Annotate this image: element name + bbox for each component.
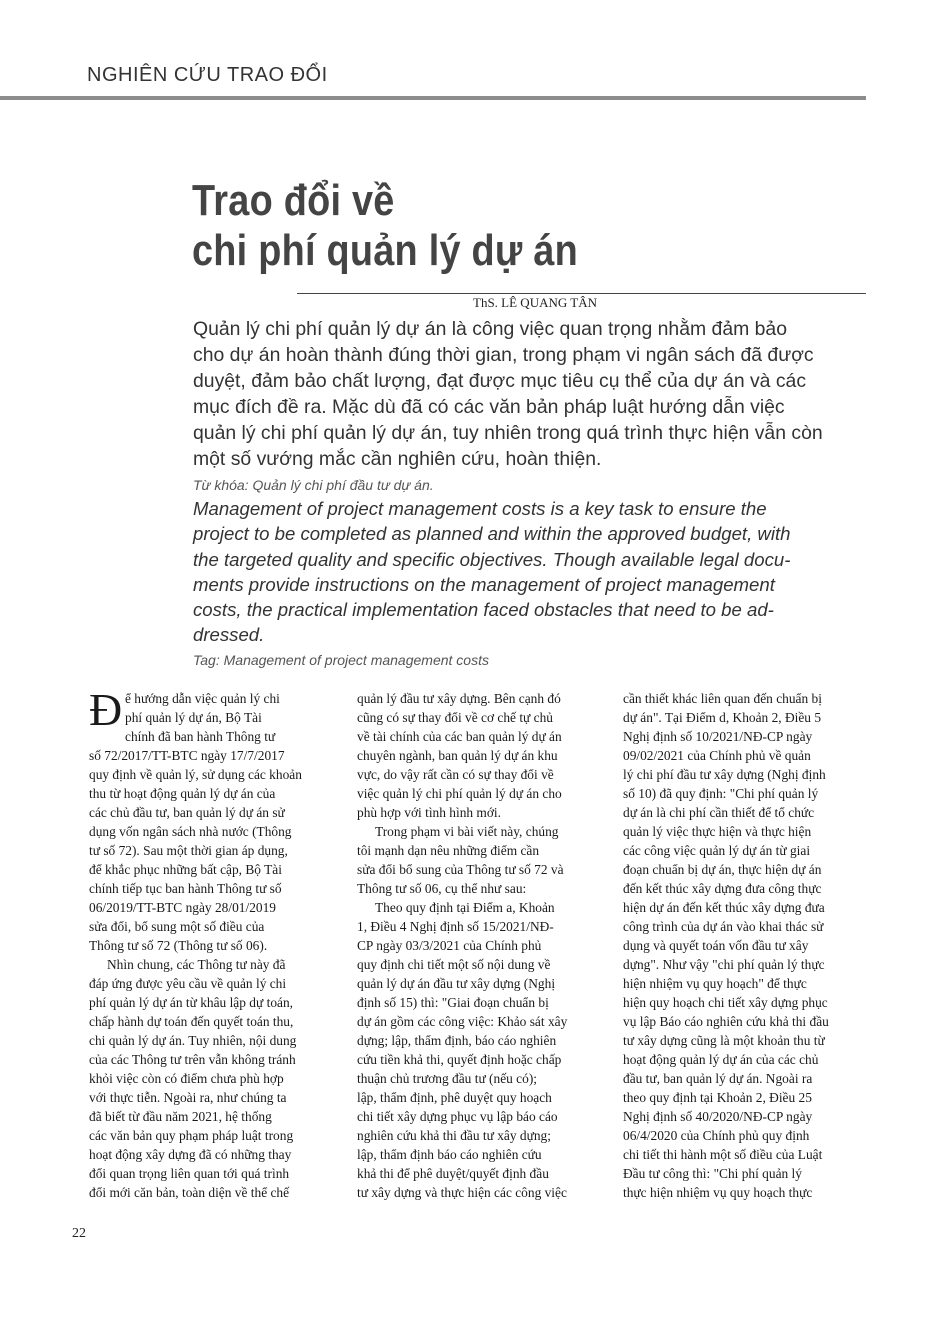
body-line: thu từ hoạt động quản lý dự án của [89, 786, 276, 801]
body-line: cũng có sự thay đổi về cơ chế tự chủ [357, 710, 553, 725]
body-line: dựng". Như vậy "chi phí quản lý thực [623, 957, 825, 972]
body-line: đổi mới căn bản, toàn diện về thể chế [89, 1185, 290, 1200]
body-line: với thực tiễn. Ngoài ra, như chúng ta [89, 1090, 287, 1105]
abstract-en [193, 496, 873, 648]
title-line: Trao đổi về [192, 176, 395, 225]
body-line: quy định chi tiết một số nội dung về [357, 957, 551, 972]
body-line: khả thi để phê duyệt/quyết định đầu [357, 1166, 549, 1181]
body-line: hiện quy hoạch chi tiết xây dựng phục [623, 995, 828, 1010]
body-line: hiện dự án đến kết thúc xây dựng đưa [623, 900, 825, 915]
body-line: đáp ứng được yêu cầu về quản lý chi [89, 976, 287, 991]
body-line: số 10) đã quy định: "Chi phí quản lý [623, 786, 819, 801]
body-line: dự án gồm các công việc: Khảo sát xây [357, 1014, 568, 1029]
abstract-en-line: Management of project management costs is a key task to ensure the [193, 498, 767, 519]
body-line: đoạn chuẩn bị dự án, thực hiện dự án [623, 862, 822, 877]
body-line: hoạt động quản lý dự án của các chủ [623, 1052, 819, 1067]
body-line: chuyên ngành, ban quản lý dự án khu [357, 748, 558, 763]
body-line: Thông tư số 06, cụ thể như sau: [357, 881, 527, 896]
body-line: quản lý đầu tư xây dựng. Bên cạnh đó [357, 691, 561, 706]
abstract-en-line: the targeted quality and specific objectives. Though available legal docu- [193, 548, 791, 570]
body-line: dự án là chi phí cần thiết để tổ chức [623, 805, 815, 820]
body-line: của các Thông tư trên vẫn không tránh [89, 1052, 296, 1067]
body-line: phí quản lý dự án, Bộ Tài [125, 710, 262, 725]
body-line: thực hiện nhiệm vụ quy hoạch thực [623, 1185, 813, 1200]
author-rule [297, 293, 866, 294]
body-line: Trong phạm vi bài viết này, chúng [375, 824, 559, 839]
body-line: đổi quan trọng liên quan tới quá trình [89, 1166, 290, 1181]
body-line: đến kết thúc xây dựng đưa công thực [623, 881, 822, 896]
body-line: số 72/2017/TT-BTC ngày 17/7/2017 [89, 748, 285, 763]
body-line: 06/2019/TT-BTC ngày 28/01/2019 [89, 900, 276, 915]
body-line: dựng; lập, thẩm định, báo cáo nghiên [357, 1033, 557, 1048]
body-line: việc quản lý chi phí quản lý dự án cho [357, 786, 562, 801]
body-line: dụng và quyết toán vốn đầu tư xây [623, 938, 809, 953]
body-line: các văn bản quy phạm pháp luật trong [89, 1128, 294, 1143]
body-line: định số 15) thì: "Giai đoạn chuẩn bị [357, 995, 549, 1010]
body-line: lý chi phí đầu tư xây dựng (Nghị định [623, 767, 826, 782]
body-column-1 [89, 684, 332, 1202]
abstract-vi [193, 316, 873, 472]
body-line: Theo quy định tại Điểm a, Khoản [375, 900, 555, 915]
body-line: Nhìn chung, các Thông tư này đã [107, 957, 286, 972]
page-number: 22 [72, 1226, 86, 1241]
body-line: 06/4/2020 của Chính phủ quy định [623, 1128, 810, 1143]
author-byline: ThS. LÊ QUANG TÂN [473, 295, 597, 310]
body-line: chính đã ban hành Thông tư [125, 729, 276, 744]
body-line: dự án". Tại Điểm d, Khoản 2, Điều 5 [623, 710, 822, 725]
body-line: vực, do vậy rất cần có sự thay đổi về [357, 767, 554, 782]
body-line: Nghị định số 10/2021/NĐ-CP ngày [623, 729, 813, 744]
body-line: cứu tiền khả thi, quyết định hoặc chấp [357, 1052, 562, 1067]
body-line: 1, Điều 4 Nghị định số 15/2021/NĐ- [357, 919, 554, 934]
body-line: phù hợp với tình hình mới. [357, 805, 501, 820]
body-line: các công việc quản lý dự án từ giai [623, 843, 811, 858]
body-line: phí quản lý dự án từ khâu lập dự toán, [89, 995, 293, 1010]
section-label: NGHIÊN CỨU TRAO ĐỔI [87, 64, 328, 86]
body-line: để khắc phục những bất cập, Bộ Tài [89, 862, 282, 877]
body-line: sửa đổi bổ sung của Thông tư số 72 và [357, 862, 564, 877]
body-line: lập, thẩm định báo cáo nghiên cứu [357, 1147, 542, 1162]
body-line: hoạt động xây dựng đã có những thay [89, 1147, 292, 1162]
body-column-3 [623, 689, 866, 1202]
abstract-line: duyệt, đảm bảo chất lượng, đạt được mục tiêu cụ thể của dự án và các [193, 370, 807, 392]
body-line: Nghị định số 40/2020/NĐ-CP ngày [623, 1109, 813, 1124]
tag-line: Tag: Management of project management costs [193, 652, 489, 668]
body-line: công trình của dự án vào khai thác sử [623, 919, 824, 934]
body-line: ể hướng dẫn việc quản lý chi [125, 691, 280, 706]
body-line: chính tiếp tục ban hành Thông tư số [89, 881, 282, 896]
body-line: dụng vốn ngân sách nhà nước (Thông [89, 824, 292, 839]
abstract-en-line: costs, the practical implementation faced obstacles that need to be ad- [193, 599, 774, 621]
body-line: các chủ đầu tư, ban quản lý dự án sử [89, 805, 285, 820]
body-line: chi tiết thi hành một số điều của Luật [623, 1147, 823, 1162]
body-line: quản lý dự án đầu tư xây dựng (Nghị [357, 976, 556, 991]
body-line: tư số 72). Sau một thời gian áp dụng, [89, 843, 288, 858]
abstract-line: mục đích đề ra. Mặc dù đã có các văn bản pháp luật hướng dẫn việc [193, 396, 785, 418]
body-line: Thông tư số 72 (Thông tư số 06). [89, 938, 268, 953]
body-line: đã biết từ đầu năm 2021, hệ thống [89, 1109, 272, 1124]
article-title [192, 176, 751, 276]
drop-cap: Đ [89, 684, 123, 735]
body-line: quy định về quản lý, sử dụng các khoản [89, 767, 302, 782]
body-column-2 [357, 689, 600, 1202]
body-line: tư xây dựng cũng là một khoản thu từ [623, 1033, 825, 1048]
body-line: sửa đổi, bổ sung một số điều của [89, 919, 265, 934]
body-line: tư xây dựng và thực hiện các công việc [357, 1185, 567, 1200]
body-line: chấp hành dự toán đến quyết toán thu, [89, 1014, 294, 1029]
body-line: về tài chính của các ban quản lý dự án [357, 729, 562, 744]
abstract-en-line: project to be completed as planned and within the approved budget, with [193, 523, 791, 545]
body-line: quản lý việc thực hiện và thực hiện [623, 824, 812, 839]
abstract-en-line: dressed. [193, 624, 265, 646]
body-line: cần thiết khác liên quan đến chuẩn bị [623, 691, 822, 706]
abstract-line: quản lý chi phí quản lý dự án, tuy nhiên trong quá trình thực hiện vẫn còn [193, 422, 823, 444]
body-line: chi quản lý dự án. Tuy nhiên, nội dung [89, 1033, 297, 1048]
body-line: theo quy định tại Khoản 2, Điều 25 [623, 1090, 812, 1105]
title-line: chi phí quản lý dự án [192, 226, 579, 275]
body-line: 09/02/2021 của Chính phủ về quản [623, 748, 811, 763]
abstract-line: cho dự án hoàn thành đúng thời gian, trong phạm vi ngân sách đã được [193, 344, 814, 366]
abstract-line: Quản lý chi phí quản lý dự án là công việc quan trọng nhằm đảm bảo [193, 318, 787, 340]
body-line: đầu tư, ban quản lý dự án. Ngoài ra [623, 1071, 813, 1086]
body-line: chi tiết xây dựng phục vụ lập báo cáo [357, 1109, 558, 1124]
body-line: lập, thẩm định, phê duyệt quy hoạch [357, 1090, 552, 1105]
body-line: hiện nhiệm vụ quy hoạch" để thực [623, 976, 807, 991]
body-line: thuận chủ trương đầu tư (nếu có); [357, 1071, 538, 1086]
header-rule [0, 96, 866, 100]
keywords: Từ khóa: Quản lý chi phí đầu tư dự án. [193, 477, 434, 493]
body-line: Đầu tư công thì: "Chi phí quản lý [623, 1166, 802, 1181]
body-line: nghiên cứu khả thi đầu tư xây dựng; [357, 1128, 551, 1143]
body-line: vụ lập Báo cáo nghiên cứu khả thi đầu [623, 1014, 829, 1029]
body-line: khỏi việc còn có điểm chưa phù hợp [89, 1071, 284, 1086]
abstract-line: một số vướng mắc cần nghiên cứu, hoàn thiện. [193, 448, 602, 470]
body-line: CP ngày 03/3/2021 của Chính phủ [357, 938, 542, 953]
abstract-en-line: ments provide instructions on the management of project management [193, 573, 775, 595]
body-line: tôi mạnh dạn nêu những điểm cần [357, 843, 540, 858]
